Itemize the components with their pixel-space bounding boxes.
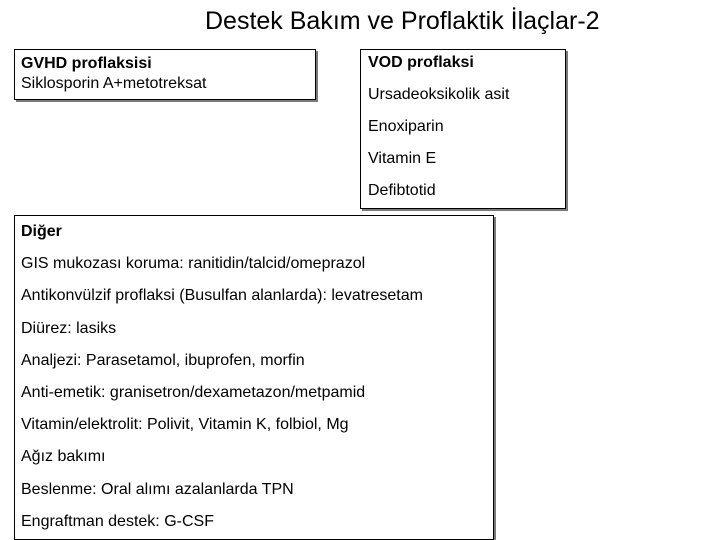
other-item: Antikonvülzif proflaksi (Busulfan alanlarda): levatresetam bbox=[21, 287, 423, 305]
vod-item: Ursadeoksikolik asit bbox=[368, 86, 510, 103]
vod-item: Vitamin E bbox=[368, 150, 437, 167]
other-support-box bbox=[14, 215, 494, 540]
vod-prophylaxis-box bbox=[360, 49, 566, 209]
gvhd-prophylaxis-box bbox=[14, 49, 316, 100]
gvhd-item: Siklosporin A+metotreksat bbox=[21, 75, 207, 92]
other-item: Diürez: lasiks bbox=[21, 319, 117, 337]
other-item: Engraftman destek: G-CSF bbox=[21, 512, 214, 530]
other-item: Vitamin/elektrolit: Polivit, Vitamin K, folbiol, Mg bbox=[21, 416, 349, 434]
other-item: Analjezi: Parasetamol, ibuprofen, morfin bbox=[21, 351, 305, 369]
vod-item: Enoxiparin bbox=[368, 118, 444, 135]
vod-item: Defibtotid bbox=[368, 182, 436, 199]
other-heading: Diğer bbox=[21, 223, 62, 240]
slide-title: Destek Bakım ve Proflaktik İlaçlar-2 bbox=[205, 7, 600, 35]
gvhd-heading: GVHD proflaksisi bbox=[21, 55, 152, 72]
other-item: Ağız bakımı bbox=[21, 448, 106, 466]
other-item: GIS mukozası koruma: ranitidin/talcid/omeprazol bbox=[21, 255, 366, 273]
other-item: Anti-emetik: granisetron/dexametazon/metpamid bbox=[21, 383, 366, 401]
vod-heading: VOD proflaksi bbox=[368, 54, 474, 71]
other-item: Beslenme: Oral alımı azalanlarda TPN bbox=[21, 480, 294, 498]
